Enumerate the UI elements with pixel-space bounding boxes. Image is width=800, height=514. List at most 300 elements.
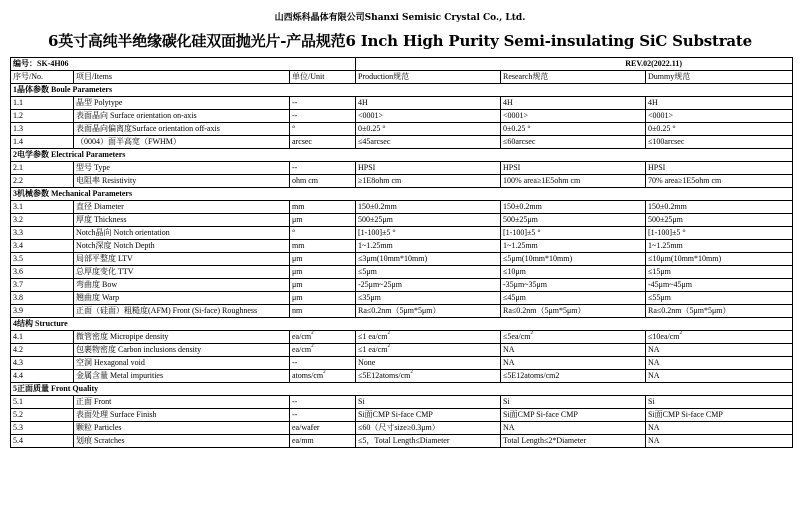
- row-unit-text: μm: [292, 215, 303, 224]
- row-production: [356, 110, 501, 123]
- row-research: [501, 422, 646, 435]
- row-no: [11, 136, 74, 149]
- table-row: [11, 110, 793, 123]
- section-title: 2电学参数 Electrical Parameters: [11, 149, 793, 162]
- row-dummy: [646, 136, 793, 149]
- row-research-text: 150±0.2mm: [503, 202, 542, 211]
- row-item-text: 空洞 Hexagonal void: [76, 358, 145, 367]
- row-unit-text: --: [292, 397, 298, 406]
- table-row: [11, 331, 793, 344]
- row-item: [74, 409, 290, 422]
- col-header-items: 项目/Items: [74, 71, 290, 84]
- row-research: [501, 266, 646, 279]
- row-production: [356, 227, 501, 240]
- row-no: [11, 240, 74, 253]
- row-dummy: [646, 396, 793, 409]
- row-production-text: Si: [358, 397, 365, 406]
- row-production-text: HPSI: [358, 163, 376, 172]
- row-no: [11, 357, 74, 370]
- superscript: 2: [410, 370, 413, 375]
- row-dummy: [646, 344, 793, 357]
- table-row: [11, 305, 793, 318]
- col-header-no: 序号/No.: [11, 71, 74, 84]
- row-no: [11, 227, 74, 240]
- section-title: 3机械参数 Mechanical Parameters: [11, 188, 793, 201]
- row-dummy-text: ≤10ea/cm: [648, 332, 680, 341]
- row-production-text: Ra≤0.2nm（5μm*5μm）: [358, 306, 441, 315]
- row-research-text: ≤5μm(10mm*10mm): [503, 254, 573, 263]
- row-dummy-text: NA: [648, 423, 660, 432]
- row-unit-text: mm: [292, 241, 305, 250]
- row-production-text: 1~1.25mm: [358, 241, 393, 250]
- doc-code: 编号：SK-4H06: [11, 58, 356, 71]
- row-dummy-text: NA: [648, 345, 660, 354]
- row-unit-text: ea/wafer: [292, 423, 320, 432]
- row-item-text: 电阻率 Resistivity: [76, 176, 137, 185]
- superscript: 2: [311, 331, 314, 336]
- row-item-text: 局部平整度 LTV: [76, 254, 133, 263]
- row-dummy-text: 150±0.2mm: [648, 202, 687, 211]
- row-no-text: 3.4: [13, 241, 23, 250]
- row-unit: [290, 370, 356, 383]
- row-dummy: [646, 305, 793, 318]
- row-unit: [290, 279, 356, 292]
- doc-info-row: [11, 58, 793, 71]
- row-no-text: 3.6: [13, 267, 23, 276]
- row-production-text: 4H: [358, 98, 368, 107]
- document-title: 6英寸高纯半绝缘碳化硅双面抛光片-产品规范6 Inch High Purity Semi-insulating SiC Substrate: [47, 32, 753, 50]
- row-unit: [290, 344, 356, 357]
- row-research: [501, 240, 646, 253]
- row-unit-text: atoms/cm: [292, 371, 324, 380]
- table-row: [11, 123, 793, 136]
- row-item-text: 正面 Front: [76, 397, 112, 406]
- row-unit: [290, 123, 356, 136]
- row-research: [501, 370, 646, 383]
- company-name: 山西烁科晶体有限公司Shanxi Semisic Crystal Co., Ltd.: [274, 13, 526, 23]
- row-unit-text: --: [292, 163, 298, 172]
- row-production-text: ≤60（尺寸size≥0.3μm）: [358, 423, 440, 432]
- row-item: [74, 435, 290, 448]
- row-item: [74, 396, 290, 409]
- row-research-text: [1-100]±5 °: [503, 228, 541, 237]
- row-production: [356, 201, 501, 214]
- row-no-text: 3.1: [13, 202, 23, 211]
- row-unit-text: mm: [292, 202, 305, 211]
- row-no-text: 5.3: [13, 423, 23, 432]
- row-item-text: 晶型 Polytype: [76, 98, 123, 107]
- row-research: [501, 344, 646, 357]
- row-item: [74, 253, 290, 266]
- row-item-text: 弯曲度 Bow: [76, 280, 118, 289]
- row-unit-text: μm: [292, 280, 303, 289]
- row-dummy: [646, 422, 793, 435]
- row-item-text: 包裹物密度 Carbon inclusions density: [76, 345, 202, 354]
- row-dummy: [646, 357, 793, 370]
- row-no-text: 3.3: [13, 228, 23, 237]
- row-production-text: None: [358, 358, 376, 367]
- row-production: [356, 396, 501, 409]
- row-research: [501, 175, 646, 188]
- section-title: 5正面质量 Front Quality: [11, 383, 793, 396]
- row-no-text: 4.2: [13, 345, 23, 354]
- row-research-text: 100% area≥1E5ohm cm: [503, 176, 581, 185]
- row-research: [501, 201, 646, 214]
- row-research: [501, 123, 646, 136]
- row-research: [501, 136, 646, 149]
- row-no: [11, 214, 74, 227]
- row-research-text: 4H: [503, 98, 513, 107]
- superscript: 2: [387, 344, 390, 349]
- row-dummy-text: ≤15μm: [648, 267, 671, 276]
- row-dummy-text: Si: [648, 397, 655, 406]
- row-production-text: ≤5，Total Length≤Diameter: [358, 436, 450, 445]
- table-row: [11, 253, 793, 266]
- row-unit-text: ea/cm: [292, 332, 312, 341]
- section-header-row: [11, 84, 793, 97]
- row-unit: [290, 110, 356, 123]
- table-row: [11, 357, 793, 370]
- row-no-text: 5.2: [13, 410, 23, 419]
- row-dummy-text: <0001>: [648, 111, 674, 120]
- row-item-text: 翘曲度 Warp: [76, 293, 120, 302]
- row-dummy-text: Ra≤0.2nm（5μm*5μm）: [648, 306, 731, 315]
- row-item: [74, 279, 290, 292]
- col-header-unit: 单位/Unit: [290, 71, 356, 84]
- row-no-text: 5.1: [13, 397, 23, 406]
- table-row: [11, 97, 793, 110]
- row-item-text: 表面晶向 Surface orientation on-axis: [76, 111, 197, 120]
- row-item: [74, 305, 290, 318]
- row-production-text: ≤1 ea/cm: [358, 345, 388, 354]
- row-research: [501, 214, 646, 227]
- row-production-text: ≥1E8ohm cm: [358, 176, 402, 185]
- table-row: [11, 344, 793, 357]
- row-production: [356, 331, 501, 344]
- row-production: [356, 214, 501, 227]
- row-unit: [290, 331, 356, 344]
- row-no: [11, 305, 74, 318]
- row-dummy: [646, 253, 793, 266]
- row-no: [11, 331, 74, 344]
- row-production-text: -25μm~25μm: [358, 280, 403, 289]
- row-production: [356, 266, 501, 279]
- row-dummy-text: NA: [648, 436, 660, 445]
- row-research-text: Si面CMP Si-face CMP: [503, 410, 578, 419]
- row-production-text: ≤45arcsec: [358, 137, 391, 146]
- row-item: [74, 227, 290, 240]
- row-unit-text: ea/mm: [292, 436, 314, 445]
- row-production-text: 500±25μm: [358, 215, 393, 224]
- section-header-row: [11, 318, 793, 331]
- row-research: [501, 97, 646, 110]
- row-dummy: [646, 97, 793, 110]
- row-dummy: [646, 175, 793, 188]
- row-dummy: [646, 123, 793, 136]
- row-production-text: ≤1 ea/cm: [358, 332, 388, 341]
- row-dummy-text: NA: [648, 358, 660, 367]
- row-unit-text: °: [292, 228, 296, 237]
- row-research-text: -35μm~35μm: [503, 280, 548, 289]
- row-item: [74, 266, 290, 279]
- row-item-text: 表面晶向偏离度Surface orientation off-axis: [76, 124, 220, 133]
- row-research-text: 500±25μm: [503, 215, 538, 224]
- row-unit: [290, 227, 356, 240]
- row-dummy-text: Si面CMP Si-face CMP: [648, 410, 723, 419]
- row-unit-text: arcsec: [292, 137, 312, 146]
- table-row: [11, 396, 793, 409]
- row-item: [74, 292, 290, 305]
- row-production: [356, 435, 501, 448]
- row-unit: [290, 266, 356, 279]
- col-header-dummy: Dummy规范: [646, 71, 793, 84]
- row-no-text: 2.2: [13, 176, 23, 185]
- row-dummy-text: 4H: [648, 98, 658, 107]
- row-no-text: 4.4: [13, 371, 23, 380]
- row-research-text: NA: [503, 358, 515, 367]
- row-no: [11, 253, 74, 266]
- row-unit-text: °: [292, 124, 296, 133]
- row-dummy: [646, 162, 793, 175]
- row-dummy-text: ≤100arcsec: [648, 137, 685, 146]
- row-item: [74, 97, 290, 110]
- row-production: [356, 253, 501, 266]
- row-unit: [290, 305, 356, 318]
- row-unit-text: μm: [292, 293, 303, 302]
- row-production-text: Si面CMP Si-face CMP: [358, 410, 433, 419]
- row-research: [501, 162, 646, 175]
- row-unit: [290, 201, 356, 214]
- row-dummy-text: 500±25μm: [648, 215, 683, 224]
- spec-table: [10, 57, 793, 448]
- row-production: [356, 123, 501, 136]
- row-production-text: ≤5μm: [358, 267, 377, 276]
- row-dummy-text: ≤10μm(10mm*10mm): [648, 254, 722, 263]
- row-research: [501, 435, 646, 448]
- row-dummy: [646, 110, 793, 123]
- doc-revision: REV.02(2022.11): [356, 58, 793, 71]
- row-item-text: 厚度 Thickness: [76, 215, 127, 224]
- row-unit: [290, 357, 356, 370]
- row-no-text: 4.1: [13, 332, 23, 341]
- row-dummy-text: HPSI: [648, 163, 666, 172]
- row-item: [74, 175, 290, 188]
- row-research: [501, 305, 646, 318]
- table-row: [11, 435, 793, 448]
- superscript: 2: [311, 344, 314, 349]
- row-unit: [290, 396, 356, 409]
- row-research-text: ≤5ea/cm: [503, 332, 531, 341]
- table-row: [11, 240, 793, 253]
- row-item-text: 直径 Diameter: [76, 202, 124, 211]
- superscript: 2: [323, 370, 326, 375]
- row-unit-text: nm: [292, 306, 303, 315]
- table-row: [11, 175, 793, 188]
- row-unit: [290, 136, 356, 149]
- table-row: [11, 201, 793, 214]
- row-production: [356, 97, 501, 110]
- row-no: [11, 123, 74, 136]
- row-no: [11, 201, 74, 214]
- row-production: [356, 357, 501, 370]
- row-no: [11, 266, 74, 279]
- row-no-text: 3.8: [13, 293, 23, 302]
- row-research-text: Total Length≤2*Diameter: [503, 436, 587, 445]
- row-item: [74, 162, 290, 175]
- row-item: [74, 123, 290, 136]
- table-row: [11, 266, 793, 279]
- table-row: [11, 422, 793, 435]
- row-dummy-text: -45μm~45μm: [648, 280, 693, 289]
- row-production: [356, 292, 501, 305]
- superscript: 2: [387, 331, 390, 336]
- row-production-text: ≤35μm: [358, 293, 381, 302]
- row-unit: [290, 253, 356, 266]
- row-no-text: 1.2: [13, 111, 23, 120]
- row-no: [11, 97, 74, 110]
- column-header-row: [11, 71, 793, 84]
- row-item-text: （0004）面半高宽（FWHM）: [76, 137, 181, 146]
- row-dummy: [646, 292, 793, 305]
- row-no-text: 2.1: [13, 163, 23, 172]
- row-no-text: 1.4: [13, 137, 23, 146]
- row-research-text: NA: [503, 423, 515, 432]
- row-production: [356, 162, 501, 175]
- row-production-text: 150±0.2mm: [358, 202, 397, 211]
- row-item: [74, 370, 290, 383]
- section-header-row: [11, 149, 793, 162]
- row-item-text: 划痕 Scratches: [76, 436, 125, 445]
- row-research-text: ≤5E12atoms/cm2: [503, 371, 560, 380]
- row-no-text: 3.9: [13, 306, 23, 315]
- row-production-text: ≤5E12atoms/cm: [358, 371, 411, 380]
- row-dummy: [646, 331, 793, 344]
- row-dummy: [646, 266, 793, 279]
- row-production: [356, 422, 501, 435]
- col-header-production: Production规范: [356, 71, 501, 84]
- row-production-text: <0001>: [358, 111, 384, 120]
- row-unit: [290, 162, 356, 175]
- table-row: [11, 214, 793, 227]
- row-item: [74, 240, 290, 253]
- row-no: [11, 344, 74, 357]
- row-research-text: ≤60arcsec: [503, 137, 536, 146]
- row-research-text: 0±0.25 °: [503, 124, 531, 133]
- row-item-text: 颗粒 Particles: [76, 423, 122, 432]
- row-item: [74, 214, 290, 227]
- row-research-text: ≤45μm: [503, 293, 526, 302]
- row-item-text: 型号 Type: [76, 163, 110, 172]
- superscript: 2: [530, 331, 533, 336]
- row-no: [11, 409, 74, 422]
- row-production-text: 0±0.25 °: [358, 124, 386, 133]
- section-title: 1晶体参数 Boule Parameters: [11, 84, 793, 97]
- row-production: [356, 240, 501, 253]
- row-unit: [290, 175, 356, 188]
- row-dummy-text: [1-100]±5 °: [648, 228, 686, 237]
- row-item: [74, 344, 290, 357]
- row-no: [11, 422, 74, 435]
- row-research: [501, 357, 646, 370]
- row-dummy: [646, 409, 793, 422]
- row-unit-text: ohm cm: [292, 176, 318, 185]
- row-no-text: 3.5: [13, 254, 23, 263]
- row-research: [501, 331, 646, 344]
- row-dummy: [646, 214, 793, 227]
- row-research: [501, 110, 646, 123]
- row-research-text: Ra≤0.2nm（5μm*5μm）: [503, 306, 586, 315]
- row-unit-text: μm: [292, 267, 303, 276]
- row-research: [501, 396, 646, 409]
- table-row: [11, 292, 793, 305]
- row-item-text: 金属含量 Metal impurities: [76, 371, 164, 380]
- row-unit: [290, 409, 356, 422]
- row-unit: [290, 435, 356, 448]
- row-unit-text: --: [292, 98, 298, 107]
- row-dummy: [646, 370, 793, 383]
- table-row: [11, 370, 793, 383]
- row-no: [11, 435, 74, 448]
- row-item: [74, 331, 290, 344]
- row-production: [356, 409, 501, 422]
- row-item: [74, 422, 290, 435]
- row-no: [11, 370, 74, 383]
- row-item: [74, 110, 290, 123]
- row-dummy: [646, 279, 793, 292]
- row-no-text: 5.4: [13, 436, 23, 445]
- row-production: [356, 305, 501, 318]
- row-no-text: 3.2: [13, 215, 23, 224]
- row-unit: [290, 240, 356, 253]
- row-item-text: 总厚度变化 TTV: [76, 267, 134, 276]
- row-item-text: 微管密度 Micropipe density: [76, 332, 169, 341]
- row-production-text: [1-100]±5 °: [358, 228, 396, 237]
- row-unit: [290, 214, 356, 227]
- row-production: [356, 344, 501, 357]
- row-unit-text: μm: [292, 254, 303, 263]
- row-research: [501, 279, 646, 292]
- row-item: [74, 357, 290, 370]
- row-no: [11, 162, 74, 175]
- row-production: [356, 136, 501, 149]
- row-dummy-text: 1~1.25mm: [648, 241, 683, 250]
- row-dummy: [646, 240, 793, 253]
- row-no-text: 4.3: [13, 358, 23, 367]
- row-unit: [290, 97, 356, 110]
- row-dummy-text: ≤55μm: [648, 293, 671, 302]
- row-no: [11, 396, 74, 409]
- row-no: [11, 279, 74, 292]
- superscript: 2: [679, 331, 682, 336]
- row-dummy-text: 0±0.25 °: [648, 124, 676, 133]
- row-research-text: HPSI: [503, 163, 521, 172]
- row-dummy-text: 70% area≥1E5ohm cm: [648, 176, 722, 185]
- row-research-text: 1~1.25mm: [503, 241, 538, 250]
- col-header-research: Research规范: [501, 71, 646, 84]
- row-research-text: Si: [503, 397, 510, 406]
- row-production: [356, 279, 501, 292]
- row-unit: [290, 422, 356, 435]
- row-research: [501, 292, 646, 305]
- table-row: [11, 409, 793, 422]
- row-research: [501, 409, 646, 422]
- table-row: [11, 227, 793, 240]
- section-title: 4结构 Structure: [11, 318, 793, 331]
- row-unit-text: --: [292, 358, 298, 367]
- row-dummy-text: NA: [648, 371, 660, 380]
- table-row: [11, 136, 793, 149]
- row-no: [11, 292, 74, 305]
